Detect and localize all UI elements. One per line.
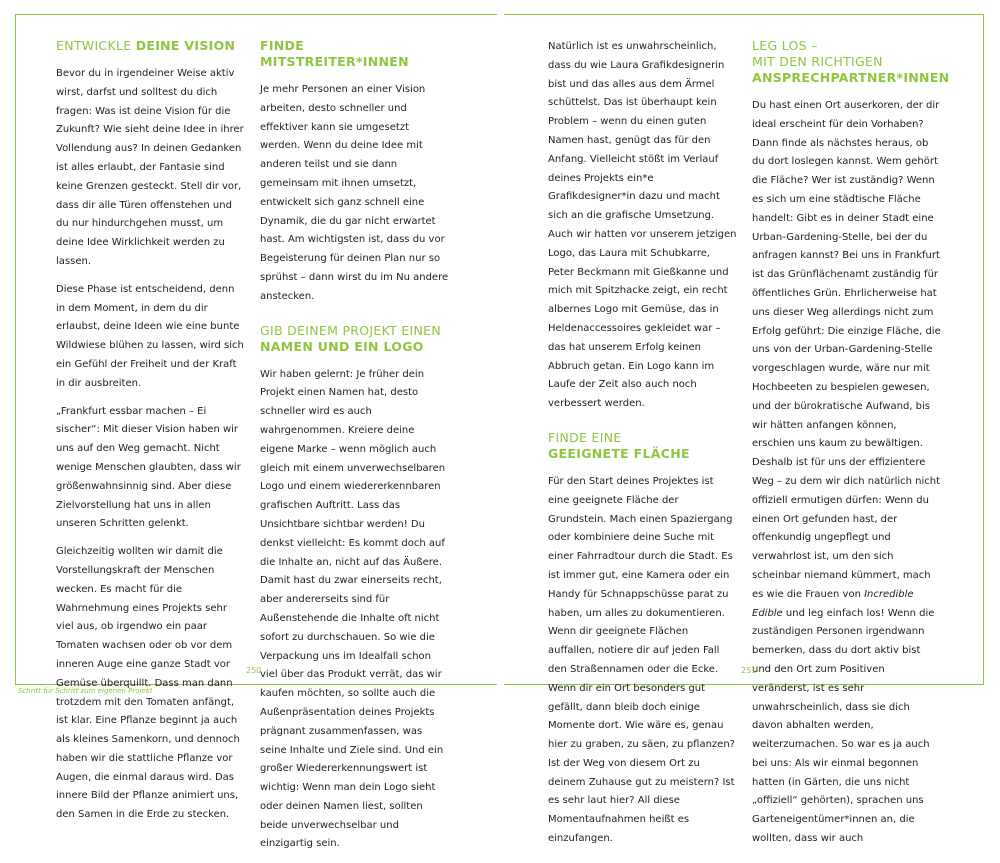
heading-flaeche-bold: GEEIGNETE FLÄCHE [548, 445, 690, 461]
page-number-right: 251 [741, 666, 757, 675]
paragraph: Diese Phase ist entscheidend, denn in dem Moment, in dem du dir erlaubst, deine Ideen wie eine bunte Wildwiese blühen zu lassen, wird sich ein Gefühl der Freiheit und der Kraft in dir ausbreiten. [56, 283, 244, 389]
heading-leg-los-line1: LEG LOS – [752, 38, 818, 53]
paragraph: Wir haben gelernt: Je früher dein Projekt einen Namen hat, desto schneller wird es auch wahrgenommen. Kreiere deine eigene Marke – wenn möglich auch gleich mit einem unverwechselbaren Logo und einem wiedererkennbaren grafischen Auftritt. Lass das Unsichtbare sichtbar werden! Du denkst vielleicht: Es kommt doch auf die Inhalte an, nicht auf das Äußere. Damit hast du zwar einerseits recht, aber andererseits sind für Außenstehende die Inhalte oft nicht sofort zu durchschauen. So wie die Verpackung uns im Idealfall schon viel über das Produkt verrät, das wir kaufen möchten, so sollte auch die Außenpräsentation deines Projekts prägnant zusammenfassen, was seine Inhalte und Ziele sind. Und ein großer Wiedererkennungswert ist wichtig: Wenn man dein Logo sieht oder deinen Namen liest, sollten beide unverwechselbar und einzigartig sein. [260, 368, 446, 850]
paragraph: Für den Start deines Projektes ist eine geeignete Fläche der Grundstein. Mach einen Spaziergang oder kombiniere deine Suche mit einer Fahrradtour durch die Stadt. Es ist immer gut, eine Kamera oder ein Handy für Schnappschüsse parat zu haben, um alles zu dokumentieren. Wenn dir geeignete Flächen auffallen, notiere dir auf jeden Fall den Straßennamen oder die Ecke. Wenn dir ein Ort besonders gut gefällt, dann bleib doch einige Momente dort. Wie wäre es, genau hier zu graben, zu säen, zu pflanzen? Ist der Weg von diesem Ort zu deinem Zuhause gut zu meistern? Ist es sehr laut hier? All diese Momentaufnahmen heißt es einzufangen. [548, 475, 735, 845]
column-2 [260, 38, 450, 863]
page-number-left: 250 [246, 666, 262, 675]
paragraph: Bevor du in irgendeiner Weise aktiv wirst, darfst und solltest du dich fragen: Was ist deine Vision für die Zukunft? Wie sieht deine Idee in ihrer Vollendung aus? In deinen Gedanken ist alles erlaubt, der Fantasie sind keine Grenzen gesteckt. Stell dir vor, dass dir alle Türen offenstehen und du nur hindurchgehen musst, um deine Idee Wirklichkeit werden zu lassen. [56, 68, 244, 267]
heading-vision-normal: ENTWICKLE [56, 38, 132, 53]
running-title: Schritt für Schritt zum eigenen Projekt [18, 687, 153, 695]
heading-flaeche-normal: FINDE EINE [548, 429, 622, 445]
heading-name-logo [260, 323, 450, 355]
heading-leg-los [752, 38, 950, 86]
paragraph: Je mehr Personen an einer Vision arbeiten, desto schneller und effektiver kann sie umgesetzt werden. Wenn du deine Idee mit anderen teilst und sie dann gemeinsam mit ihnen umsetzt, entwickelt sich ganz schnell eine Dynamik, die du gar nicht erwartet hast. Am wichtigsten ist, dass du vor Begeisterung für deinen Plan nur so sprühst – dann wirst du im Nu andere anstecken. [260, 84, 449, 302]
column-1 [56, 38, 246, 834]
heading-flaeche [548, 430, 738, 462]
paragraph: „Frankfurt essbar machen – Ei sischer“: Mit dieser Vision haben wir uns auf den Weg gemacht. Nicht wenige Menschen glaubten, dass wir größenwahnsinnig sind. Aber diese Zielvorstellung hat uns in allen unseren Schritten gelenkt. [56, 405, 241, 530]
heading-mitstreiter-bold: FINDE MITSTREITER*INNEN [260, 38, 409, 69]
heading-leg-los-line2: MIT DEN RICHTIGEN [752, 54, 883, 69]
paragraph-part: und leg einfach los! Wenn die zuständigen Personen irgendwann bemerken, dass du dort aktiv bist und den Ort zum Positiven veränderst, ist es sehr unwahrscheinlich, dass sie dich davon abhalten werden, weiterzumachen. So war es ja auch bei uns: Als wir einmal begonnen hatten (in Gärten, die uns nicht „offiziell“ gehörten), sprachen uns Garteneigentümer*innen an, die wollten, dass wir auch [752, 607, 935, 845]
heading-mitstreiter [260, 38, 450, 70]
paragraph: Natürlich ist es unwahrscheinlich, dass du wie Laura Grafikdesignerin bist und das alles aus dem Ärmel schüttelst. Das ist überhaupt kein Problem – wenn du einen guten Namen hast, genügt das für den Anfang. Vielleicht stößt im Verlauf deines Projekts ein*e Grafikdesigner*in dazu und macht sich an die grafische Umsetzung. Auch wir hatten vor unserem jetzigen Logo, das Laura mit Schubkarre, Peter Beckmann mit Gießkanne und mich mit Spitzhacke zeigt, ein recht albernes Logo mit Gemüse, das in Heldenaccessoires gekleidet war – das hat unserem Erfolg keinen Abbruch getan. Ein Logo kann im Laufe der Zeit also auch noch verbessert werden. [548, 41, 737, 410]
emphasis-incredible-edible: Incredible Edible [752, 588, 914, 619]
heading-vision [56, 38, 246, 54]
heading-name-logo-normal: GIB DEINEM PROJEKT EINEN [260, 322, 442, 338]
heading-name-logo-bold: NAMEN UND EIN LOGO [260, 338, 424, 354]
paragraph: Gleichzeitig wollten wir damit die Vorstellungskraft der Menschen wecken. Es macht für die Wahrnehmung eines Projekts sehr viel aus, ob irgendwo ein paar Tomaten wachsen oder ob vor dem inneren Auge eine ganze Stadt vor Gemüse überquillt. Dass man dann trotzdem mit den Tomaten anfängt, ist klar. Eine Pflanze beginnt ja auch als kleines Samenkorn, und dennoch haben wir die stattliche Pflanze vor Augen, die einmal daraus wird. Das innere Bild der Pflanze animiert uns, den Samen in die Erde zu stecken. [56, 546, 240, 821]
column-3 [548, 38, 738, 858]
heading-vision-bold: DEINE VISION [135, 38, 236, 53]
column-4 [752, 38, 950, 858]
paragraph-part: Du hast einen Ort auserkoren, der dir ideal erscheint für dein Vorhaben? Dann finde als nächstes heraus, ob du dort loslegen kannst. Wem gehört die Fläche? Wer ist zuständig? Wenn es sich um eine städtische Fläche handelt: Gibt es in deiner Stadt eine Urban-Gardening-Stelle, bei der du anfragen kannst? Bei uns in Frankfurt ist das Grünflächenamt zuständig für öffentliches Grün. Ehrlicherweise hat uns dieser Weg allerdings nicht zum Erfolg geführt: Die einzige Fläche, die uns von der Urban-Gardening-Stelle vorgeschlagen wurde, wäre nur mit Hochbeeten zu bespielen gewesen, und der bürokratische Aufwand, bis wir hätten anfangen können, erschien uns kaum zu bewältigen. Deshalb ist für uns der effizientere Weg – zu dem wir dich natürlich nicht offiziell ermutigen dürfen: Wenn du einen Ort gefunden hast, der offenkundig ungepflegt und verwahrlost ist, um den sich scheinbar niemand kümmert, mach es wie die Frauen von [752, 100, 941, 600]
heading-leg-los-bold: ANSPRECHPARTNER*INNEN [752, 70, 950, 85]
paragraph [752, 97, 942, 849]
